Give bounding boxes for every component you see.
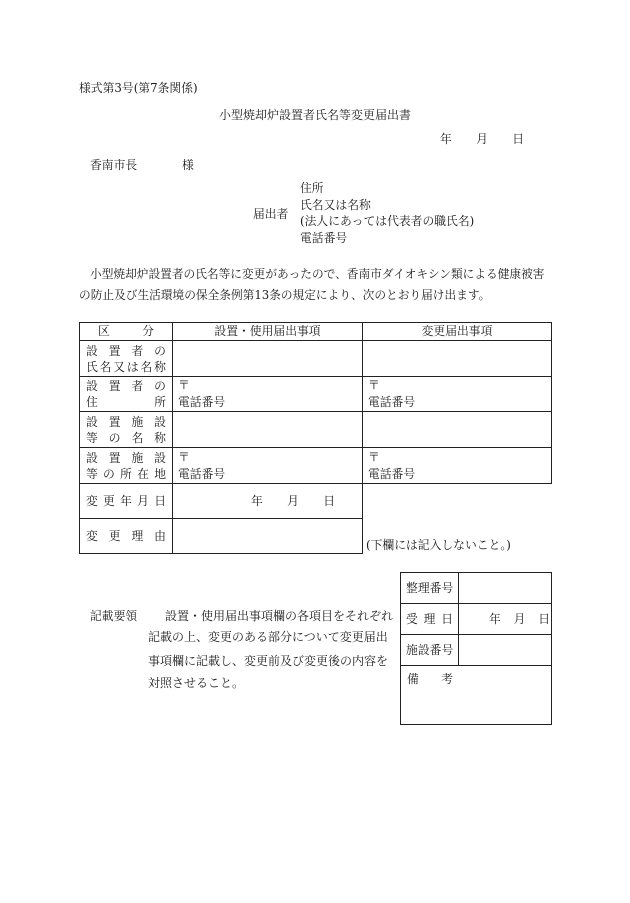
date-year-label: 年 <box>440 132 452 146</box>
row-label-line: 設 置 者 の <box>86 343 166 358</box>
row-label-line: 設 置 施 設 <box>86 414 166 429</box>
row-label-facility-location <box>80 448 173 484</box>
office-row-received-date <box>401 604 552 635</box>
office-label: 受 理 日 <box>406 611 453 626</box>
change-date <box>251 494 335 508</box>
row-facility-name <box>80 412 552 448</box>
postal-mark: 〒 <box>178 378 190 392</box>
original-installer-name-cell <box>173 341 363 377</box>
date-month-label: 月 <box>513 611 526 626</box>
changed-facility-name-cell <box>363 412 552 448</box>
postal-mark: 〒 <box>368 449 380 464</box>
changed-facility-location-cell <box>363 448 552 484</box>
remarks-cell <box>401 666 552 725</box>
phone-label: 電話番号 <box>368 466 416 481</box>
empty-area <box>363 484 552 519</box>
applicant-corporate-note: (法人にあっては代表者の職氏名) <box>300 214 475 228</box>
phone-label: 電話番号 <box>368 395 416 409</box>
applicant-label: 届出者 <box>253 207 289 221</box>
applicant-name-label: 氏名又は名称 <box>300 198 371 212</box>
row-label-line: 変 更 年 月 日 <box>86 494 166 508</box>
office-value-cell <box>459 573 552 604</box>
row-label-line: 設 置 施 設 <box>86 450 166 465</box>
form-number: 様式第3号(第7条関係) <box>79 81 198 95</box>
office-label-cell <box>401 635 459 666</box>
statement-line: 小型焼却炉設置者の氏名等に変更があったので、香南市ダイオキシン類による健康被害 <box>90 267 545 281</box>
submission-date <box>440 132 524 146</box>
received-date <box>489 612 550 626</box>
instructions-line: 事項欄に記載し、変更前及び変更後の内容を <box>148 654 389 668</box>
original-facility-location-cell <box>173 448 363 484</box>
office-row-facility-number <box>401 635 552 666</box>
row-label-change-reason <box>80 519 173 554</box>
phone-label: 電話番号 <box>178 395 226 409</box>
row-installer-name <box>80 341 552 377</box>
row-label-line: 住 所 <box>86 395 166 409</box>
row-label-line: 変 更 理 由 <box>86 529 166 543</box>
postal-mark: 〒 <box>178 449 190 464</box>
instructions-line: 記載の上、変更のある部分について変更届出 <box>148 630 388 644</box>
changed-installer-name-cell <box>363 341 552 377</box>
office-label-cell <box>401 604 459 635</box>
statement-line: の防止及び生活環境の保全条例第13条の規定により、次のとおり届け出ます。 <box>79 288 491 302</box>
applicant-address-label: 住所 <box>300 181 324 195</box>
postal-mark: 〒 <box>368 378 380 392</box>
office-use-note: (下欄には記入しないこと。) <box>366 538 511 552</box>
addressee-honorific: 様 <box>182 158 194 172</box>
table-header-row <box>80 323 552 341</box>
addressee-name: 香南市長 <box>90 158 138 172</box>
row-label-facility-name <box>80 412 173 448</box>
row-label-line: 氏 名 又 は 名 称 <box>86 359 166 374</box>
applicant-phone-label: 電話番号 <box>300 231 348 245</box>
changed-installer-address-cell <box>363 377 552 412</box>
office-value-cell <box>459 604 552 635</box>
row-label-change-date <box>80 484 173 519</box>
instructions-line: 対照させること。 <box>148 676 245 690</box>
row-installer-address <box>80 377 552 412</box>
original-facility-name-cell <box>173 412 363 448</box>
office-row-reference-number <box>401 573 552 604</box>
original-installer-address-cell <box>173 377 363 412</box>
date-year-label: 年 <box>489 611 501 626</box>
office-use-box <box>400 572 552 725</box>
header-category-label: 区 分 <box>98 324 154 339</box>
office-label-cell <box>401 573 459 604</box>
change-reason-cell <box>173 519 363 554</box>
row-label-installer-address <box>80 377 173 412</box>
change-date-cell <box>173 484 363 519</box>
instructions-line: 設置・使用届出事項欄の各項目をそれぞれ <box>165 609 394 623</box>
row-label-installer-name <box>80 341 173 377</box>
office-label: 整 理 番 号 <box>406 580 454 595</box>
date-month-label: 月 <box>287 493 299 508</box>
change-table <box>79 322 552 554</box>
date-day-label: 日 <box>512 132 524 146</box>
office-label: 施 設 番 号 <box>406 642 454 657</box>
date-day-label: 日 <box>538 611 550 626</box>
row-label-line: 等 の 名 称 <box>86 430 166 445</box>
office-row-remarks <box>401 666 552 725</box>
date-year-label: 年 <box>251 493 263 508</box>
date-day-label: 日 <box>323 493 335 508</box>
header-changed: 変更届出事項 <box>363 323 552 341</box>
row-label-line: 等 の 所 在 地 <box>86 466 166 481</box>
row-label-line: 設 置 者 の <box>86 379 166 393</box>
phone-label: 電話番号 <box>178 466 226 481</box>
form-title: 小型焼却炉設置者氏名等変更届出書 <box>218 108 411 122</box>
date-month-label: 月 <box>476 132 488 146</box>
row-facility-location <box>80 448 552 484</box>
office-value-cell <box>459 635 552 666</box>
instructions-heading: 記載要領 <box>90 609 138 623</box>
office-label: 備 考 <box>407 672 453 686</box>
header-category <box>80 323 173 341</box>
row-change-date <box>80 484 552 519</box>
header-original: 設置・使用届出事項 <box>173 323 363 341</box>
